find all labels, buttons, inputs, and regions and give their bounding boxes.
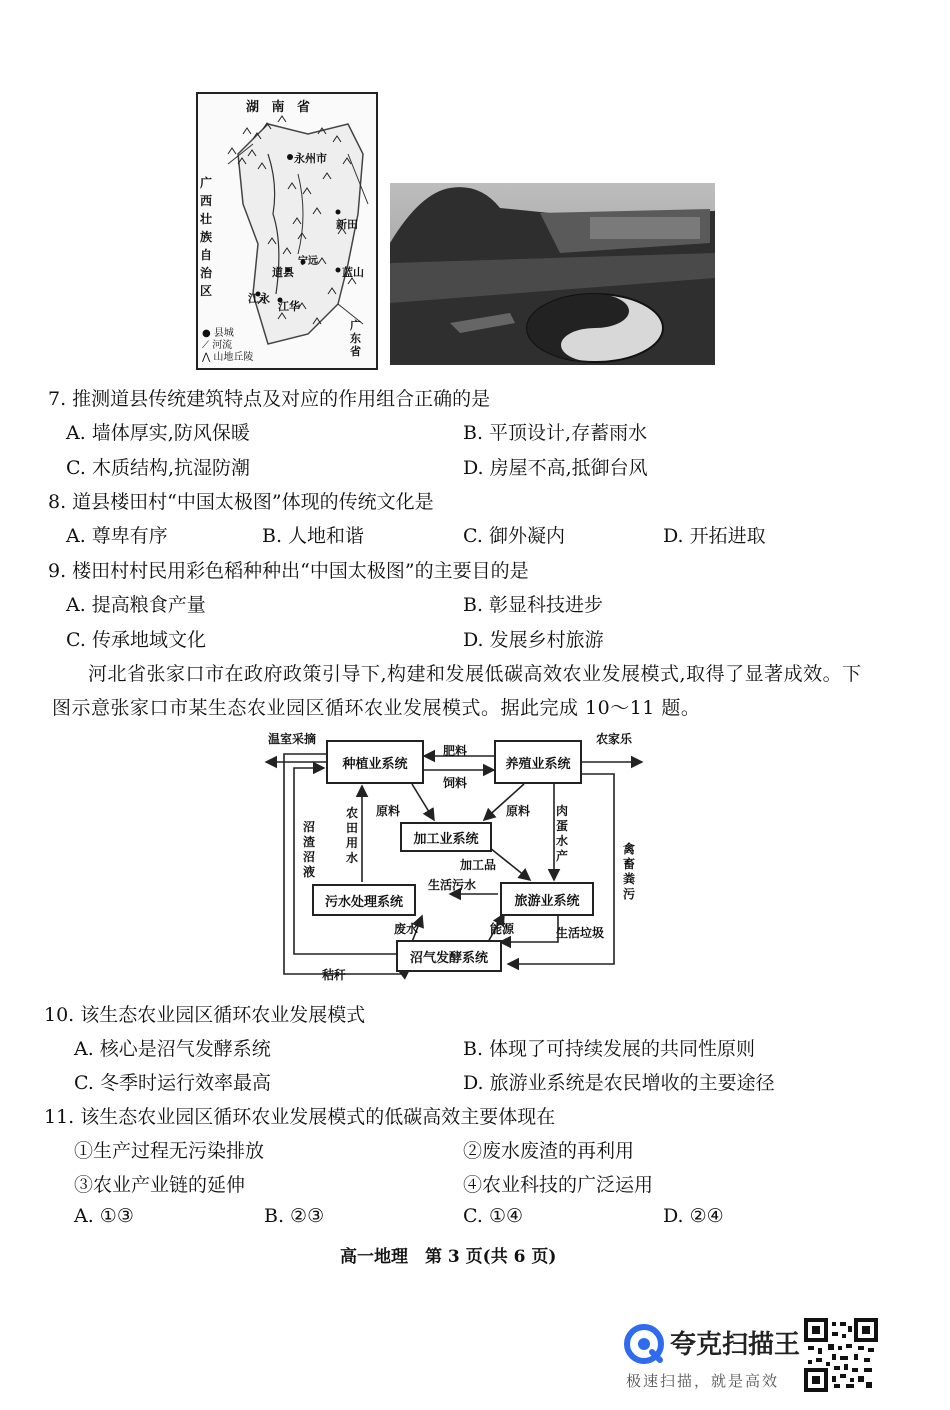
map-province-bottom-right: 广东省: [350, 319, 361, 358]
intro-line-1: 河北省张家口市在政府政策引导下,构建和发展低碳高效农业发展模式,取得了显著成效。下: [88, 663, 862, 685]
label-fertilizer: 肥料: [443, 744, 468, 758]
map-province-top: 湖 南 省: [246, 100, 315, 115]
label-irrigation: 农田用水: [345, 806, 358, 865]
label-biogas-residue: 沼渣沼液: [302, 820, 315, 879]
legend-river: ⟋ 河流: [202, 340, 233, 351]
label-farmhouse: 农家乐: [596, 732, 633, 746]
q7-option-a: A. 墙体厚实,防风保暖: [66, 422, 250, 444]
map-figure: [196, 92, 378, 370]
map-place-xintian: 新田: [336, 218, 358, 231]
box-tourism: 旅游业系统: [500, 882, 594, 916]
map-place-yongzhou: 永州市: [294, 152, 327, 165]
qr-code-icon: [804, 1318, 878, 1392]
q10-option-c: C. 冬季时运行效率最高: [74, 1072, 271, 1094]
label-domestic-sewage: 生活污水: [428, 878, 477, 892]
page-footer: 高一地理 第 3 页(共 6 页): [340, 1247, 557, 1267]
label-greenhouse: 温室采摘: [268, 732, 317, 746]
label-domestic-garbage: 生活垃圾: [556, 926, 605, 940]
q8-option-a: A. 尊卑有序: [66, 525, 168, 547]
watermark-slogan: 极速扫描，就是高效: [626, 1372, 780, 1390]
intro-line-2: 图示意张家口市某生态农业园区循环农业发展模式。据此完成 10～11 题。: [52, 697, 701, 719]
map-place-ningyuan: 宁远: [298, 256, 318, 267]
q9-option-b: B. 彰显科技进步: [463, 594, 604, 616]
legend-county: ● 县城: [202, 328, 234, 339]
q11-option-c: C. ①④: [463, 1205, 524, 1227]
map-place-jiangyong: 江永: [248, 292, 270, 305]
q8-option-c: C. 御外凝内: [463, 525, 565, 547]
quark-logo-icon: [624, 1324, 664, 1364]
q7-option-c: C. 木质结构,抗湿防潮: [66, 457, 250, 479]
label-raw-2: 原料: [506, 804, 531, 818]
q10-option-a: A. 核心是沼气发酵系统: [74, 1038, 271, 1060]
q11-option-d: D. ②④: [663, 1205, 724, 1227]
question-10: 10. 该生态农业园区循环农业发展模式: [44, 1004, 366, 1026]
label-wastewater: 废水: [394, 922, 419, 936]
q11-statement-2: ②废水废渣的再利用: [463, 1140, 635, 1162]
map-place-lanshan: 蓝山: [342, 266, 364, 279]
map-place-daoxian: 道县: [272, 266, 294, 279]
question-9: 9. 楼田村村民用彩色稻种种出“中国太极图”的主要目的是: [48, 560, 529, 582]
q9-option-c: C. 传承地域文化: [66, 629, 206, 651]
label-energy: 能源: [490, 922, 515, 936]
q11-statement-3: ③农业产业链的延伸: [74, 1174, 246, 1196]
q8-option-b: B. 人地和谐: [262, 525, 365, 547]
q7-option-d: D. 房屋不高,抵御台风: [463, 457, 648, 479]
question-8: 8. 道县楼田村“中国太极图”体现的传统文化是: [48, 491, 434, 513]
box-processing: 加工业系统: [400, 822, 492, 852]
q10-option-d: D. 旅游业系统是农民增收的主要途径: [463, 1072, 775, 1094]
q9-option-d: D. 发展乡村旅游: [463, 629, 604, 651]
box-planting: 种植业系统: [326, 740, 424, 784]
map-legend: [202, 328, 253, 364]
q11-statement-1: ①生产过程无污染排放: [74, 1140, 265, 1162]
map-place-jianghua: 江华: [278, 300, 300, 313]
q11-statement-4: ④农业科技的广泛运用: [463, 1174, 654, 1196]
q9-option-a: A. 提高粮食产量: [66, 594, 206, 616]
label-meat: 肉蛋水产: [555, 804, 568, 863]
question-11: 11. 该生态农业园区循环农业发展模式的低碳高效主要体现在: [44, 1106, 556, 1128]
label-livestock-waste: 禽畜粪污: [622, 842, 635, 901]
q10-option-b: B. 体现了可持续发展的共同性原则: [463, 1038, 756, 1060]
label-processed: 加工品: [460, 858, 497, 872]
question-7: 7. 推测道县传统建筑特点及对应的作用组合正确的是: [48, 388, 491, 410]
q8-option-d: D. 开拓进取: [663, 525, 766, 547]
label-feed: 饲料: [443, 776, 468, 790]
watermark-brand: 夸克扫描王: [670, 1330, 801, 1360]
box-sewage: 污水处理系统: [312, 884, 416, 916]
box-breeding: 养殖业系统: [494, 740, 582, 784]
label-straw: 秸秆: [322, 968, 347, 982]
scanner-watermark: [618, 1318, 918, 1398]
legend-mountain: ⋀ 山地丘陵: [202, 352, 254, 363]
q11-option-b: B. ②③: [264, 1205, 325, 1227]
taiji-photo: [390, 183, 715, 365]
q11-option-a: A. ①③: [74, 1205, 134, 1227]
label-raw-1: 原料: [376, 804, 401, 818]
q7-option-b: B. 平顶设计,存蓄雨水: [463, 422, 648, 444]
map-province-left: 广西壮族自治区: [200, 176, 213, 298]
box-biogas: 沼气发酵系统: [396, 940, 502, 972]
